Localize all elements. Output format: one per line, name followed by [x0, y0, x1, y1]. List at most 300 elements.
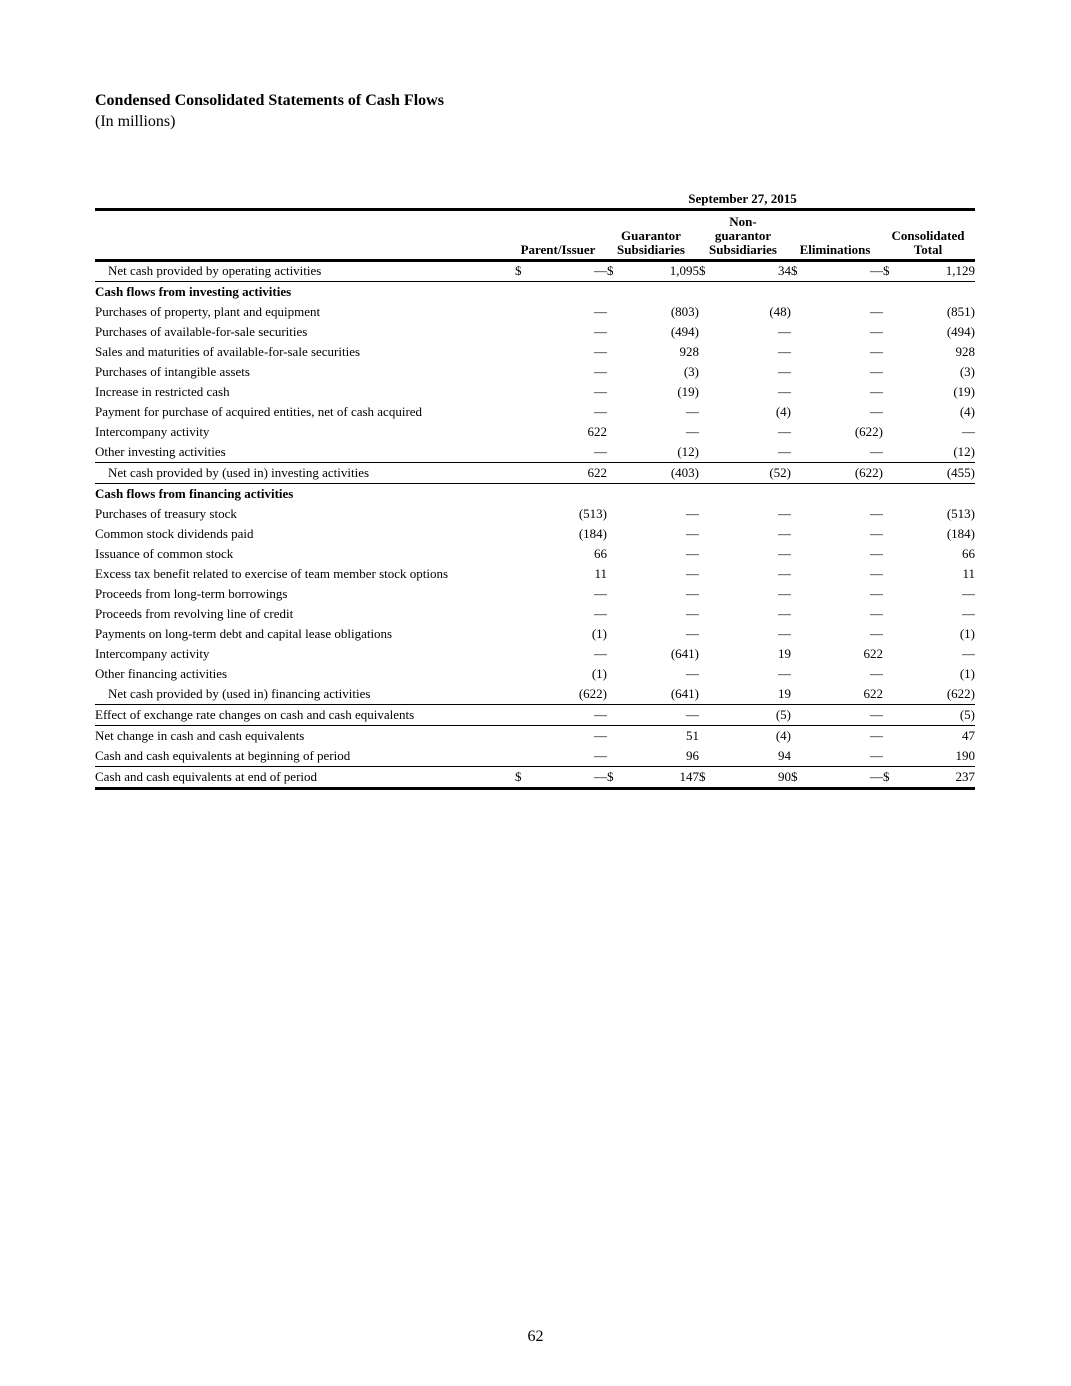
table-row — [95, 442, 975, 463]
cell-value: (184) — [946, 526, 975, 541]
cell-value: — — [594, 344, 607, 359]
currency-symbol: $ — [607, 263, 614, 278]
cell-value: 66 — [594, 546, 607, 561]
currency-symbol — [699, 342, 711, 362]
cell-value: (1) — [959, 666, 975, 681]
statement-units: (In millions) — [95, 113, 176, 130]
cell-value: — — [594, 748, 607, 763]
cell-value: 90 — [711, 767, 791, 789]
table-row — [95, 705, 975, 726]
cell-value: — — [594, 304, 607, 319]
currency-symbol: $ — [699, 263, 706, 278]
section-header-row — [95, 484, 975, 505]
currency-symbol — [883, 705, 895, 726]
cell-value: — — [803, 705, 883, 726]
table-row — [95, 644, 975, 664]
cell-value: — — [686, 526, 699, 541]
cell-value: 237 — [895, 767, 975, 789]
cell-value: — — [686, 546, 699, 561]
cell-value: — — [594, 586, 607, 601]
table-row — [95, 422, 975, 442]
currency-symbol — [607, 624, 619, 644]
cell-value: 147 — [619, 767, 699, 789]
cell-value: 47 — [895, 726, 975, 747]
column-header-guarantor: Guarantor Subsidiaries — [617, 228, 685, 257]
cell-value: — — [686, 566, 699, 581]
table-row — [95, 302, 975, 322]
row-label: Cash and cash equivalents at end of period — [95, 767, 515, 789]
currency-symbol — [791, 322, 803, 342]
table-row — [95, 382, 975, 402]
cell-value: — — [686, 666, 699, 681]
cell-value: (5) — [895, 705, 975, 726]
currency-symbol — [515, 402, 527, 422]
currency-symbol — [883, 624, 895, 644]
cell-value: — — [778, 444, 791, 459]
cell-value — [803, 484, 883, 505]
currency-symbol — [515, 282, 527, 303]
currency-symbol — [791, 524, 803, 544]
cell-value: (641) — [670, 686, 699, 701]
currency-symbol — [883, 544, 895, 564]
currency-symbol — [883, 302, 895, 322]
cell-value: — — [870, 404, 883, 419]
currency-symbol — [699, 422, 711, 442]
cell-value: — — [870, 586, 883, 601]
cell-value: (19) — [677, 384, 699, 399]
cell-value: — — [619, 705, 699, 726]
cell-value: — — [778, 424, 791, 439]
currency-symbol: $ — [791, 767, 803, 789]
column-header-eliminations: Eliminations — [799, 242, 871, 257]
currency-symbol — [883, 442, 895, 463]
cell-value: (494) — [670, 324, 699, 339]
row-label: Other investing activities — [95, 444, 226, 459]
cell-value: (5) — [711, 705, 791, 726]
currency-symbol — [607, 644, 619, 664]
currency-symbol — [883, 726, 895, 747]
currency-symbol — [883, 644, 895, 664]
cell-value: — — [594, 444, 607, 459]
table-row — [95, 261, 975, 282]
currency-symbol — [791, 342, 803, 362]
currency-symbol — [607, 342, 619, 362]
row-label: Payment for purchase of acquired entities, net of cash acquired — [95, 404, 423, 419]
currency-symbol — [699, 746, 711, 767]
currency-symbol — [515, 362, 527, 382]
currency-symbol — [515, 584, 527, 604]
cell-value: — — [778, 606, 791, 621]
cell-value: — — [778, 344, 791, 359]
currency-symbol — [883, 564, 895, 584]
cell-value: — — [594, 324, 607, 339]
cell-value: — — [686, 606, 699, 621]
row-label: Net cash provided by (used in) financing activities — [108, 686, 371, 701]
cell-value: (184) — [578, 526, 607, 541]
currency-symbol — [607, 442, 619, 463]
currency-symbol — [607, 726, 619, 747]
cell-value: (3) — [959, 364, 975, 379]
currency-symbol — [515, 644, 527, 664]
row-label: Sales and maturities of available-for-sale securities — [95, 344, 361, 359]
currency-symbol — [515, 604, 527, 624]
currency-symbol — [515, 564, 527, 584]
table-row — [95, 524, 975, 544]
currency-symbol — [699, 504, 711, 524]
currency-symbol — [699, 402, 711, 422]
currency-symbol: $ — [515, 767, 527, 789]
cell-value: 66 — [962, 546, 975, 561]
currency-symbol — [791, 684, 803, 705]
cell-value: 190 — [955, 748, 975, 763]
currency-symbol — [699, 484, 711, 505]
currency-symbol — [699, 664, 711, 684]
currency-symbol — [515, 484, 527, 505]
currency-symbol — [607, 362, 619, 382]
currency-symbol — [883, 524, 895, 544]
cell-value: — — [778, 666, 791, 681]
currency-symbol — [791, 584, 803, 604]
currency-symbol — [607, 402, 619, 422]
cell-value: 51 — [619, 726, 699, 747]
cell-value: — — [594, 364, 607, 379]
row-label: Effect of exchange rate changes on cash and cash equivalents — [95, 705, 515, 726]
cell-value: — — [594, 384, 607, 399]
currency-symbol — [515, 684, 527, 705]
cell-value: — — [870, 546, 883, 561]
currency-symbol — [515, 442, 527, 463]
cell-value: — — [686, 506, 699, 521]
currency-symbol — [791, 544, 803, 564]
cell-value: (641) — [670, 646, 699, 661]
currency-symbol — [699, 322, 711, 342]
cell-value: 19 — [778, 646, 791, 661]
currency-symbol — [883, 504, 895, 524]
currency-symbol — [883, 402, 895, 422]
currency-symbol — [699, 584, 711, 604]
cell-value: 622 — [587, 424, 607, 439]
currency-symbol — [607, 302, 619, 322]
cell-value: — — [686, 626, 699, 641]
row-label: Proceeds from long-term borrowings — [95, 586, 288, 601]
row-label: Other financing activities — [95, 666, 228, 681]
table-row — [95, 684, 975, 705]
currency-symbol — [791, 484, 803, 505]
cell-value: (48) — [769, 304, 791, 319]
cell-value: — — [870, 526, 883, 541]
cell-value: 11 — [962, 566, 975, 581]
table-row — [95, 544, 975, 564]
cell-value — [527, 484, 607, 505]
row-label: Cash flows from financing activities — [95, 484, 515, 505]
cell-value: — — [962, 606, 975, 621]
cell-value — [527, 282, 607, 303]
table-row — [95, 767, 975, 789]
cell-value: (1) — [591, 666, 607, 681]
row-label: Purchases of property, plant and equipment — [95, 304, 321, 319]
cell-value: (455) — [895, 463, 975, 484]
cell-value: — — [594, 404, 607, 419]
cell-value: — — [870, 506, 883, 521]
currency-symbol — [791, 402, 803, 422]
currency-symbol — [699, 524, 711, 544]
row-label: Cash and cash equivalents at beginning of period — [95, 748, 351, 763]
table-row — [95, 664, 975, 684]
currency-symbol — [883, 422, 895, 442]
cell-value: (622) — [854, 424, 883, 439]
currency-symbol — [699, 705, 711, 726]
currency-symbol — [791, 504, 803, 524]
cell-value: — — [778, 546, 791, 561]
currency-symbol — [607, 322, 619, 342]
cell-value: 96 — [686, 748, 699, 763]
currency-symbol — [883, 282, 895, 303]
cell-value: — — [686, 404, 699, 419]
currency-symbol — [791, 302, 803, 322]
cell-value: — — [527, 767, 607, 789]
cell-value: — — [870, 748, 883, 763]
cell-value: (19) — [953, 384, 975, 399]
table-row — [95, 342, 975, 362]
cell-value: (494) — [946, 324, 975, 339]
row-label: Purchases of treasury stock — [95, 506, 237, 521]
row-label: Increase in restricted cash — [95, 384, 230, 399]
cell-value: (4) — [711, 726, 791, 747]
cell-value: — — [870, 626, 883, 641]
column-header-parent: Parent/Issuer — [520, 242, 596, 257]
cash-flow-table — [95, 261, 975, 790]
cell-value: (851) — [946, 304, 975, 319]
table-row — [95, 604, 975, 624]
table-row — [95, 726, 975, 747]
currency-symbol — [515, 664, 527, 684]
currency-symbol — [515, 746, 527, 767]
cell-value: 1,129 — [945, 263, 975, 278]
cell-value: — — [803, 726, 883, 747]
currency-symbol — [699, 442, 711, 463]
page-number: 62 — [527, 1328, 544, 1345]
section-header-row — [95, 282, 975, 303]
cell-value: (1) — [959, 626, 975, 641]
cell-value: — — [962, 424, 975, 439]
cell-value: (4) — [775, 404, 791, 419]
row-label: Net cash provided by (used in) investing activities — [95, 463, 515, 484]
cell-value: (513) — [946, 506, 975, 521]
currency-symbol — [515, 342, 527, 362]
cell-value: (622) — [578, 686, 607, 701]
column-header-consolidated: Consolidated Total — [891, 228, 965, 257]
cell-value: (3) — [683, 364, 699, 379]
column-header-non-guarantor: Non- guarantor Subsidiaries — [709, 214, 777, 257]
cell-value — [711, 282, 791, 303]
currency-symbol — [883, 664, 895, 684]
cell-value — [895, 282, 975, 303]
cell-value: 19 — [778, 686, 791, 701]
header-top-rule — [95, 208, 975, 211]
cell-value: — — [778, 506, 791, 521]
currency-symbol — [515, 504, 527, 524]
currency-symbol — [699, 564, 711, 584]
currency-symbol — [699, 544, 711, 564]
cell-value: — — [778, 384, 791, 399]
currency-symbol — [607, 463, 619, 484]
cell-value: (52) — [711, 463, 791, 484]
currency-symbol — [883, 463, 895, 484]
row-label: Cash flows from investing activities — [95, 282, 515, 303]
currency-symbol — [607, 382, 619, 402]
cell-value: — — [778, 324, 791, 339]
row-label: Intercompany activity — [95, 424, 210, 439]
currency-symbol — [791, 362, 803, 382]
cell-value: — — [686, 586, 699, 601]
cell-value: 622 — [527, 463, 607, 484]
cell-value: — — [962, 646, 975, 661]
cell-value: (513) — [578, 506, 607, 521]
cell-value: — — [962, 586, 975, 601]
cell-value: 34 — [778, 263, 791, 278]
cell-value: — — [594, 606, 607, 621]
cell-value: — — [778, 364, 791, 379]
currency-symbol — [883, 322, 895, 342]
currency-symbol — [699, 362, 711, 382]
currency-symbol — [607, 604, 619, 624]
cell-value: (12) — [677, 444, 699, 459]
currency-symbol — [791, 664, 803, 684]
currency-symbol — [607, 564, 619, 584]
currency-symbol — [791, 442, 803, 463]
currency-symbol — [883, 484, 895, 505]
row-label: Payments on long-term debt and capital lease obligations — [95, 626, 393, 641]
cell-value: 928 — [955, 344, 975, 359]
cell-value: — — [870, 344, 883, 359]
table-row — [95, 564, 975, 584]
currency-symbol — [883, 584, 895, 604]
currency-symbol — [515, 422, 527, 442]
currency-symbol: $ — [699, 767, 711, 789]
currency-symbol — [607, 484, 619, 505]
cell-value: — — [594, 263, 607, 278]
row-label: Purchases of intangible assets — [95, 364, 250, 379]
currency-symbol — [515, 524, 527, 544]
row-label: Net cash provided by operating activities — [108, 263, 322, 278]
table-row — [95, 624, 975, 644]
cell-value: 928 — [679, 344, 699, 359]
currency-symbol — [791, 463, 803, 484]
currency-symbol — [883, 604, 895, 624]
currency-symbol — [515, 322, 527, 342]
currency-symbol — [699, 726, 711, 747]
currency-symbol — [883, 362, 895, 382]
cell-value: — — [527, 705, 607, 726]
currency-symbol — [791, 422, 803, 442]
currency-symbol — [515, 382, 527, 402]
cell-value — [711, 484, 791, 505]
currency-symbol — [607, 684, 619, 705]
currency-symbol — [699, 624, 711, 644]
row-label: Proceeds from revolving line of credit — [95, 606, 294, 621]
currency-symbol — [883, 684, 895, 705]
currency-symbol — [791, 604, 803, 624]
currency-symbol — [791, 624, 803, 644]
currency-symbol — [699, 282, 711, 303]
currency-symbol — [515, 705, 527, 726]
cell-value: — — [803, 767, 883, 789]
currency-symbol — [699, 684, 711, 705]
currency-symbol — [791, 644, 803, 664]
statement-title: Condensed Consolidated Statements of Cash Flows — [95, 92, 444, 109]
cell-value: (1) — [591, 626, 607, 641]
currency-symbol — [607, 584, 619, 604]
currency-symbol — [883, 342, 895, 362]
currency-symbol — [883, 382, 895, 402]
currency-symbol — [607, 524, 619, 544]
currency-symbol: $ — [883, 767, 895, 789]
cell-value: — — [870, 384, 883, 399]
currency-symbol: $ — [515, 263, 522, 278]
cell-value: (12) — [953, 444, 975, 459]
table-row — [95, 402, 975, 422]
row-label: Issuance of common stock — [95, 546, 234, 561]
table-row — [95, 746, 975, 767]
cell-value: — — [870, 304, 883, 319]
currency-symbol: $ — [607, 767, 619, 789]
cell-value — [895, 484, 975, 505]
cell-value: (403) — [619, 463, 699, 484]
row-label: Intercompany activity — [95, 646, 210, 661]
currency-symbol: $ — [883, 263, 890, 278]
currency-symbol — [515, 544, 527, 564]
table-row — [95, 362, 975, 382]
currency-symbol — [515, 624, 527, 644]
currency-symbol — [515, 726, 527, 747]
cell-value: (622) — [946, 686, 975, 701]
currency-symbol — [699, 644, 711, 664]
cell-value: 622 — [863, 686, 883, 701]
currency-symbol — [607, 544, 619, 564]
cell-value: — — [778, 586, 791, 601]
cell-value: — — [870, 606, 883, 621]
cash-flow-table-body — [95, 261, 975, 789]
currency-symbol — [699, 382, 711, 402]
cell-value: — — [870, 566, 883, 581]
cell-value: — — [870, 666, 883, 681]
cell-value: — — [594, 646, 607, 661]
currency-symbol — [791, 382, 803, 402]
cell-value: — — [870, 364, 883, 379]
currency-symbol — [791, 726, 803, 747]
cell-value: (803) — [670, 304, 699, 319]
cell-value: — — [778, 566, 791, 581]
currency-symbol — [791, 282, 803, 303]
currency-symbol — [883, 746, 895, 767]
period-header: September 27, 2015 — [688, 191, 797, 206]
cell-value: — — [686, 424, 699, 439]
cell-value: — — [870, 263, 883, 278]
cell-value: — — [527, 726, 607, 747]
row-label: Excess tax benefit related to exercise of team member stock options — [95, 566, 449, 581]
table-row — [95, 463, 975, 484]
row-label: Net change in cash and cash equivalents — [95, 726, 515, 747]
row-label: Purchases of available-for-sale securities — [95, 324, 308, 339]
row-label: Common stock dividends paid — [95, 526, 254, 541]
currency-symbol — [515, 463, 527, 484]
table-row — [95, 504, 975, 524]
currency-symbol — [607, 282, 619, 303]
cell-value: 94 — [778, 748, 791, 763]
cell-value: — — [870, 444, 883, 459]
currency-symbol — [791, 705, 803, 726]
cell-value — [619, 282, 699, 303]
